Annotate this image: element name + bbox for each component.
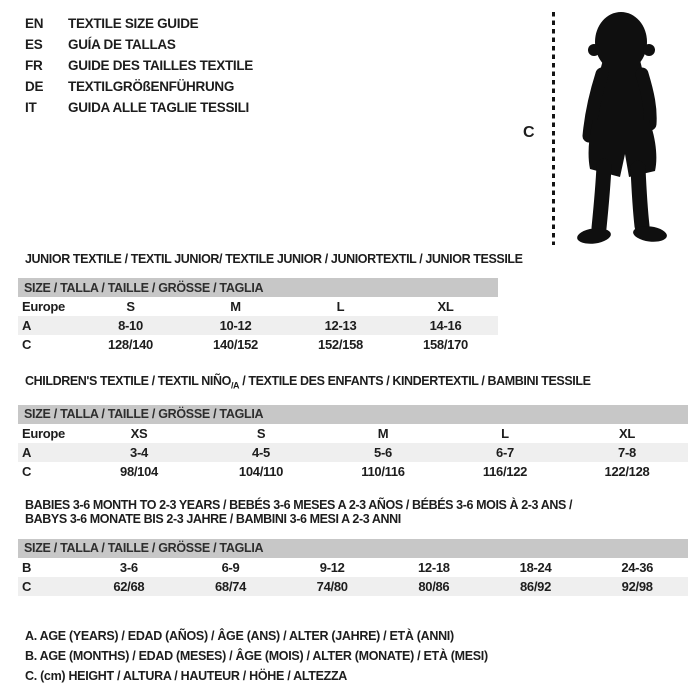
- table-cell: 62/68: [113, 578, 145, 594]
- row-label: C: [22, 463, 32, 479]
- legend-age-months: B. AGE (MONTHS) / EDAD (MESES) / ÂGE (MOIS) / ALTER (MONATE) / ETÀ (MESI): [25, 649, 488, 663]
- table-cell: 7-8: [618, 444, 636, 460]
- table-cell: 158/170: [423, 337, 468, 352]
- table-cell: XL: [437, 299, 454, 314]
- table-cell: 74/80: [316, 578, 348, 594]
- language-row-de: [25, 76, 253, 97]
- table-cell: 140/152: [213, 337, 258, 352]
- table-cell: S: [126, 299, 135, 314]
- language-label: TEXTILE SIZE GUIDE: [68, 16, 199, 31]
- language-label: GUÍA DE TALLAS: [68, 37, 176, 52]
- table-row-height: [18, 577, 688, 596]
- table-row-age-months: [18, 558, 688, 577]
- table-cell: 92/98: [621, 578, 653, 594]
- size-header-bar: SIZE / TALLA / TAILLE / GRÖSSE / TAGLIA: [18, 539, 688, 558]
- table-cell: 24-36: [621, 559, 654, 575]
- title-subscript: /A: [230, 380, 240, 391]
- height-measure-label: C: [523, 124, 535, 141]
- row-label: B: [22, 559, 32, 575]
- row-label: Europe: [22, 425, 65, 441]
- table-row-height: [18, 462, 688, 481]
- table-cell: 3-4: [130, 444, 148, 460]
- language-row-it: [25, 97, 253, 118]
- language-title-list: [25, 13, 253, 118]
- table-cell: 10-12: [219, 318, 252, 333]
- language-label: GUIDA ALLE TAGLIE TESSILI: [68, 100, 249, 115]
- table-cell: 122/128: [604, 463, 650, 479]
- table-cell: 68/74: [214, 578, 247, 594]
- table-row-europe: [18, 297, 498, 316]
- table-cell: 152/158: [318, 337, 363, 352]
- row-label: C: [22, 337, 32, 352]
- table-row-height: [18, 335, 498, 354]
- childrens-textile-section: [18, 374, 688, 481]
- table-cell: 12-13: [324, 318, 357, 333]
- table-row-age-years: [18, 443, 688, 462]
- table-cell: 12-18: [417, 559, 450, 575]
- babies-table-title-line1: BABIES 3-6 MONTH TO 2-3 YEARS / BEBÉS 3-6 MESES A 2-3 AÑOS / BÉBÉS 3-6 MOIS À 2-3 ANS /: [25, 497, 573, 512]
- table-cell: S: [256, 425, 266, 441]
- table-cell: XS: [130, 425, 148, 441]
- table-cell: 18-24: [519, 559, 552, 575]
- language-code: DE: [25, 79, 44, 94]
- table-cell: M: [377, 425, 389, 441]
- baby-silhouette-icon: [565, 8, 687, 250]
- legend-age-years: A. AGE (YEARS) / EDAD (AÑOS) / ÂGE (ANS) / ALTER (JAHRE) / ETÀ (ANNI): [25, 629, 454, 643]
- junior-table-title: JUNIOR TEXTILE / TEXTIL JUNIOR/ TEXTILE JUNIOR / JUNIORTEXTIL / JUNIOR TESSILE: [25, 252, 523, 266]
- row-label: Europe: [22, 299, 65, 314]
- table-cell: 86/92: [520, 578, 552, 594]
- table-cell: 104/110: [238, 463, 284, 479]
- measure-legend: [25, 626, 488, 686]
- language-row-en: [25, 13, 253, 34]
- table-cell: L: [501, 425, 509, 441]
- table-row-europe: [18, 424, 688, 443]
- title-part: / TEXTILE DES ENFANTS / KINDERTEXTIL / BAMBINI TESSILE: [239, 374, 591, 388]
- table-cell: 116/122: [482, 463, 528, 479]
- language-code: EN: [25, 16, 44, 31]
- size-header-bar: SIZE / TALLA / TAILLE / GRÖSSE / TAGLIA: [18, 278, 498, 297]
- language-label: GUIDE DES TAILLES TEXTILE: [68, 58, 254, 73]
- children-table-title: [25, 374, 688, 393]
- baby-height-figure: [515, 8, 693, 253]
- table-cell: 6-7: [496, 444, 514, 460]
- table-cell: 4-5: [252, 444, 270, 460]
- table-cell: 14-16: [429, 318, 462, 333]
- table-row-age-years: [18, 316, 498, 335]
- table-cell: 98/104: [120, 463, 158, 479]
- language-row-es: [25, 34, 253, 55]
- table-cell: 80/86: [418, 578, 450, 594]
- height-measure-line: [552, 12, 555, 245]
- size-header-bar: SIZE / TALLA / TAILLE / GRÖSSE / TAGLIA: [18, 405, 688, 424]
- row-label: A: [22, 444, 32, 460]
- table-cell: M: [230, 299, 241, 314]
- table-cell: XL: [618, 425, 635, 441]
- row-label: C: [22, 578, 32, 594]
- junior-textile-section: [18, 252, 688, 354]
- size-tables: [18, 252, 688, 596]
- table-cell: 3-6: [119, 559, 138, 575]
- table-cell: 8-10: [118, 318, 143, 333]
- title-part: CHILDREN'S TEXTILE / TEXTIL NIÑO: [25, 374, 231, 388]
- babies-textile-section: [18, 498, 688, 596]
- language-code: IT: [25, 100, 37, 115]
- language-row-fr: [25, 55, 253, 76]
- table-cell: 6-9: [221, 559, 240, 575]
- language-code: ES: [25, 37, 43, 52]
- table-cell: 5-6: [374, 444, 392, 460]
- table-cell: 128/140: [108, 337, 153, 352]
- language-code: FR: [25, 58, 43, 73]
- babies-table-title-line2: BABYS 3-6 MONATE BIS 2-3 JAHRE / BAMBINI 3-6 MESI A 2-3 ANNI: [25, 511, 401, 526]
- row-label: A: [22, 318, 32, 333]
- legend-height-cm: C. (cm) HEIGHT / ALTURA / HAUTEUR / HÖHE / ALTEZZA: [25, 669, 348, 683]
- language-label: TEXTILGRÖßENFÜHRUNG: [68, 79, 235, 94]
- table-cell: L: [336, 299, 345, 314]
- table-cell: 9-12: [319, 559, 345, 575]
- table-cell: 110/116: [361, 463, 405, 479]
